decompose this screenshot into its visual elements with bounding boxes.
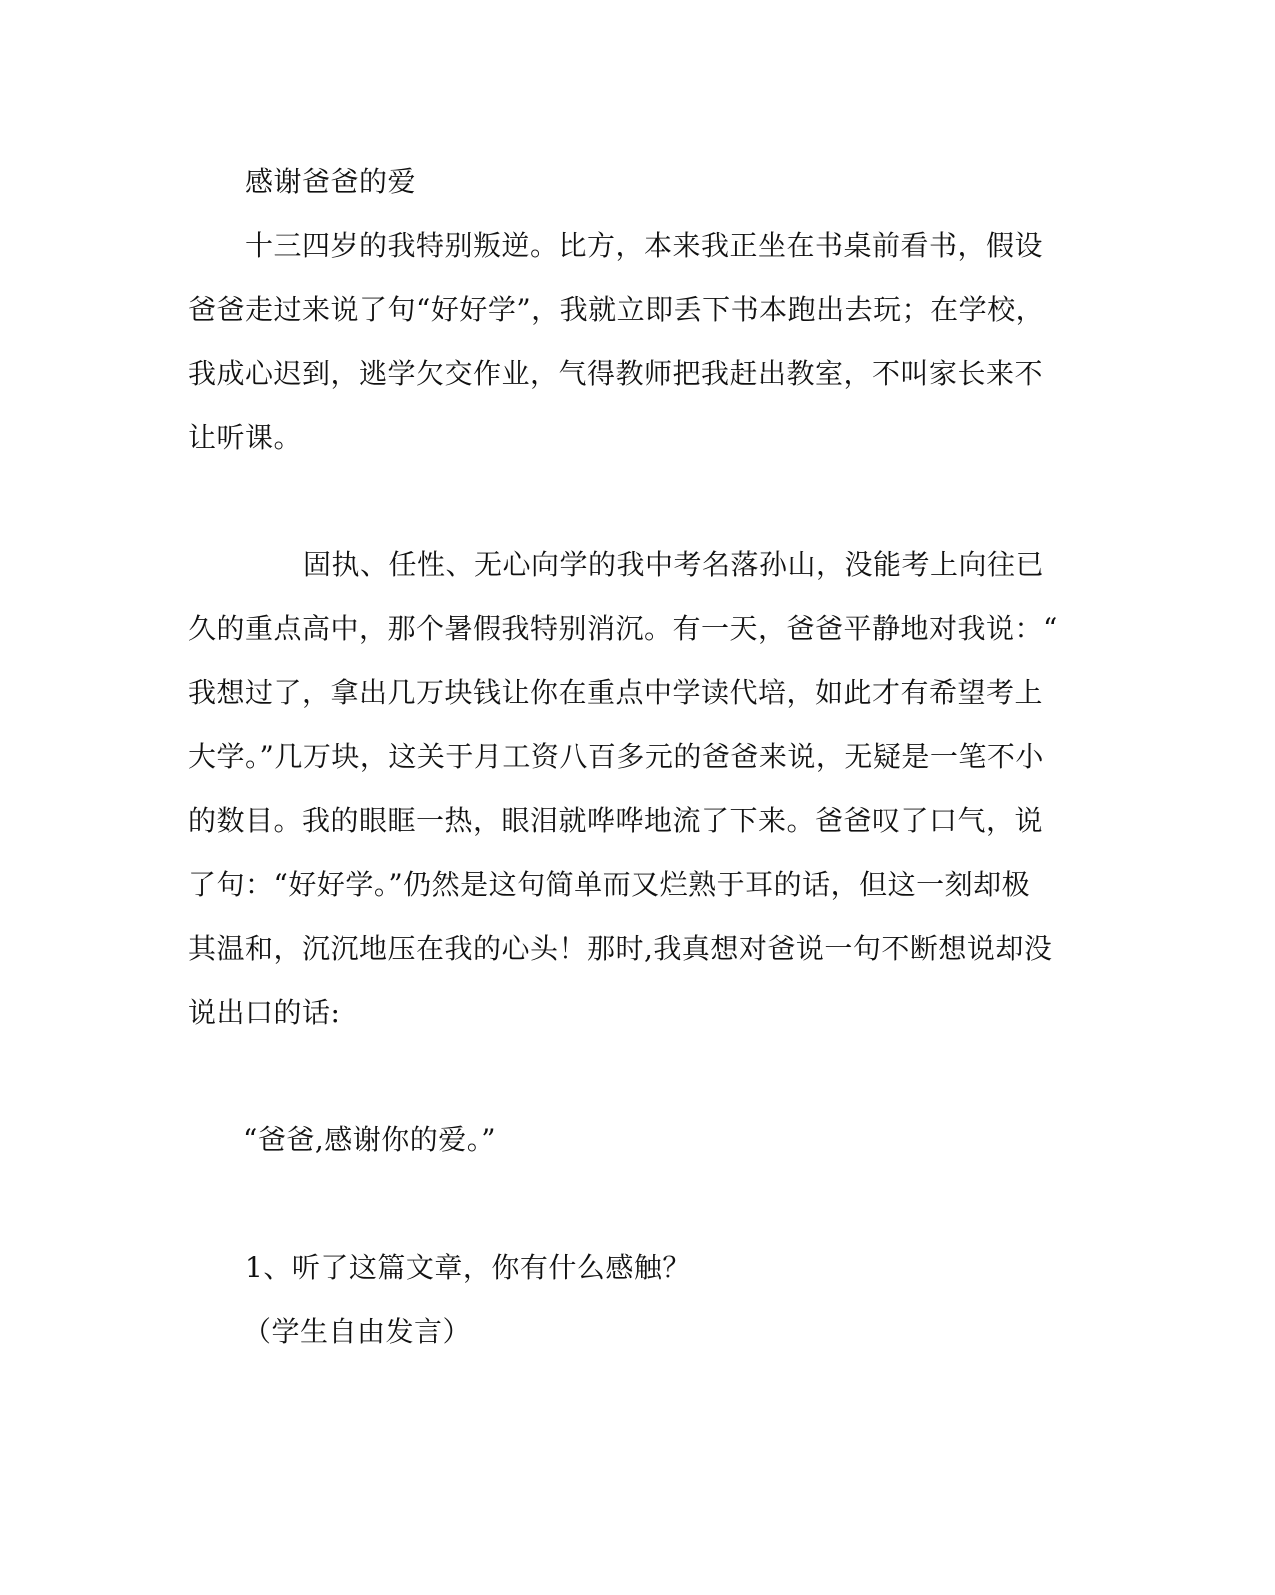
document-title: 感谢爸爸的爱 [245, 165, 417, 198]
paragraph-1-line-1: 十三四岁的我特别叛逆。比方，本来我正坐在书桌前看书，假设 [245, 229, 1044, 262]
discussion-note: （学生自由发言） [243, 1315, 472, 1348]
paragraph-2-line-8: 说出口的话: [188, 996, 341, 1029]
paragraph-2-line-1: 固执、任性、无心向学的我中考名落孙山，没能考上向往已 [303, 548, 1045, 581]
paragraph-1-line-2: 爸爸走过来说了句“好好学”，我就立即丢下书本跑出去玩；在学校， [188, 293, 1045, 326]
paragraph-1-line-4: 让听课。 [188, 421, 303, 454]
paragraph-2-line-5: 的数目。我的眼眶一热，眼泪就哗哗地流了下来。爸爸叹了口气，说 [188, 804, 1044, 837]
discussion-question: 1、听了这篇文章，你有什么感触？ [245, 1251, 691, 1284]
paragraph-2-line-4: 大学。”几万块，这关于月工资八百多元的爸爸来说，无疑是一笔不小 [188, 740, 1044, 773]
paragraph-2-line-7: 其温和，沉沉地压在我的心头！那时,我真想对爸说一句不断想说却没 [188, 932, 1053, 965]
paragraph-2-line-2: 久的重点高中，那个暑假我特别消沉。有一天，爸爸平静地对我说：“ [188, 612, 1058, 645]
paragraph-2-line-3: 我想过了，拿出几万块钱让你在重点中学读代培，如此才有希望考上 [188, 676, 1044, 709]
paragraph-1-line-3: 我成心迟到，逃学欠交作业，气得教师把我赶出教室，不叫家长来不 [188, 357, 1044, 390]
closing-quote: “爸爸,感谢你的爱。” [243, 1123, 497, 1156]
paragraph-2-line-6: 了句：“好好学。”仍然是这句简单而又烂熟于耳的话，但这一刻却极 [188, 868, 1031, 901]
